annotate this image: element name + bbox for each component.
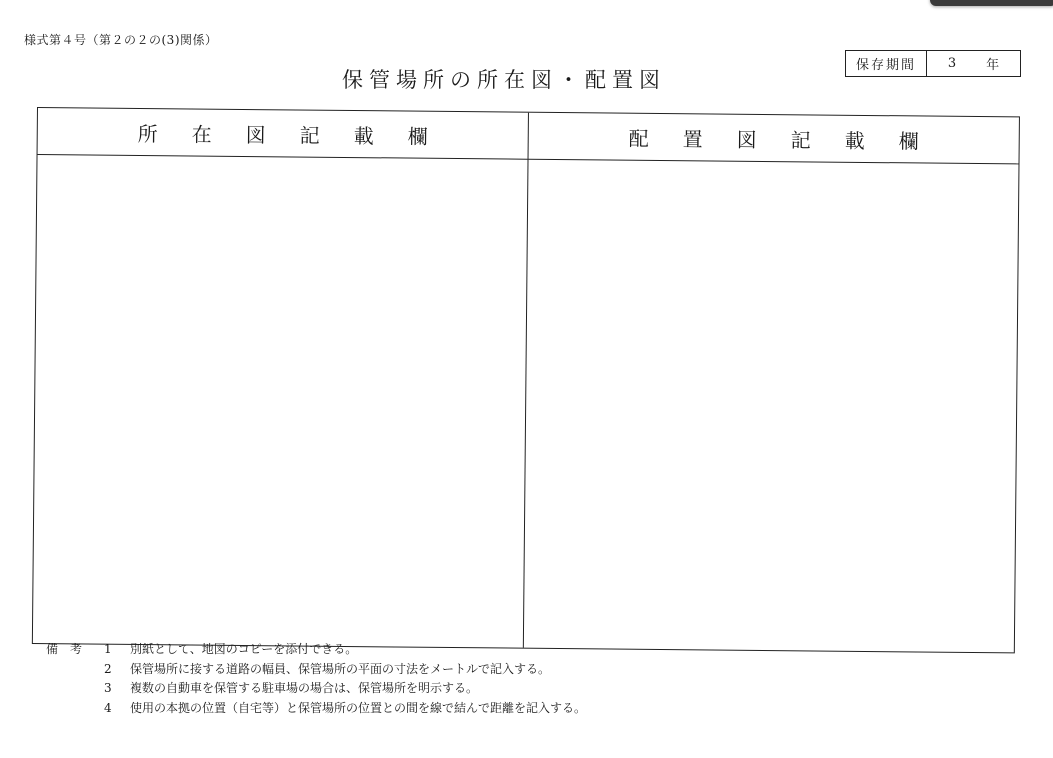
notes-item-text: 保管場所に接する道路の幅員、保管場所の平面の寸法をメートルで記入する。 (130, 661, 551, 676)
corner-overlay-tab (930, 0, 1053, 6)
layout-map-header-text: 配置図記載欄 (628, 126, 953, 154)
form-number: 様式第４号（第２の２の(3)関係） (24, 33, 218, 47)
retention-period-label: 保存期間 (846, 51, 927, 76)
notes-item-number: 3 (104, 681, 112, 695)
notes-item-text: 別紙として、地図のコピーを添付できる。 (130, 642, 358, 656)
notes-item-text: 複数の自動車を保管する駐車場の場合は、保管場所を明示する。 (130, 681, 479, 695)
location-map-header (38, 108, 528, 160)
map-entry-table (32, 107, 1020, 653)
layout-map-column (524, 113, 1019, 653)
location-map-column (33, 108, 529, 648)
retention-period-number: 3 (947, 56, 957, 71)
notes-item-number: 1 (104, 642, 112, 656)
location-map-entry-area[interactable] (33, 155, 528, 648)
document-title: 保管場所の所在図・配置図 (342, 68, 666, 92)
retention-period-box (845, 50, 1021, 77)
notes-section (46, 640, 586, 718)
notes-item (46, 699, 586, 719)
retention-period-unit: 年 (986, 58, 1000, 73)
layout-map-entry-area[interactable] (524, 160, 1019, 653)
notes-item-text: 使用の本拠の位置（自宅等）と保管場所の位置との間を線で結んで距離を記入する。 (130, 700, 587, 715)
notes-item (46, 660, 586, 680)
notes-label: 備考 (46, 642, 95, 656)
notes-item (46, 640, 586, 660)
layout-map-header (529, 113, 1019, 165)
notes-item-number: 2 (104, 661, 112, 676)
retention-period-value (927, 51, 1020, 76)
notes-item (46, 679, 586, 699)
location-map-header-text: 所在図記載欄 (137, 121, 462, 149)
notes-item-number: 4 (104, 700, 112, 715)
